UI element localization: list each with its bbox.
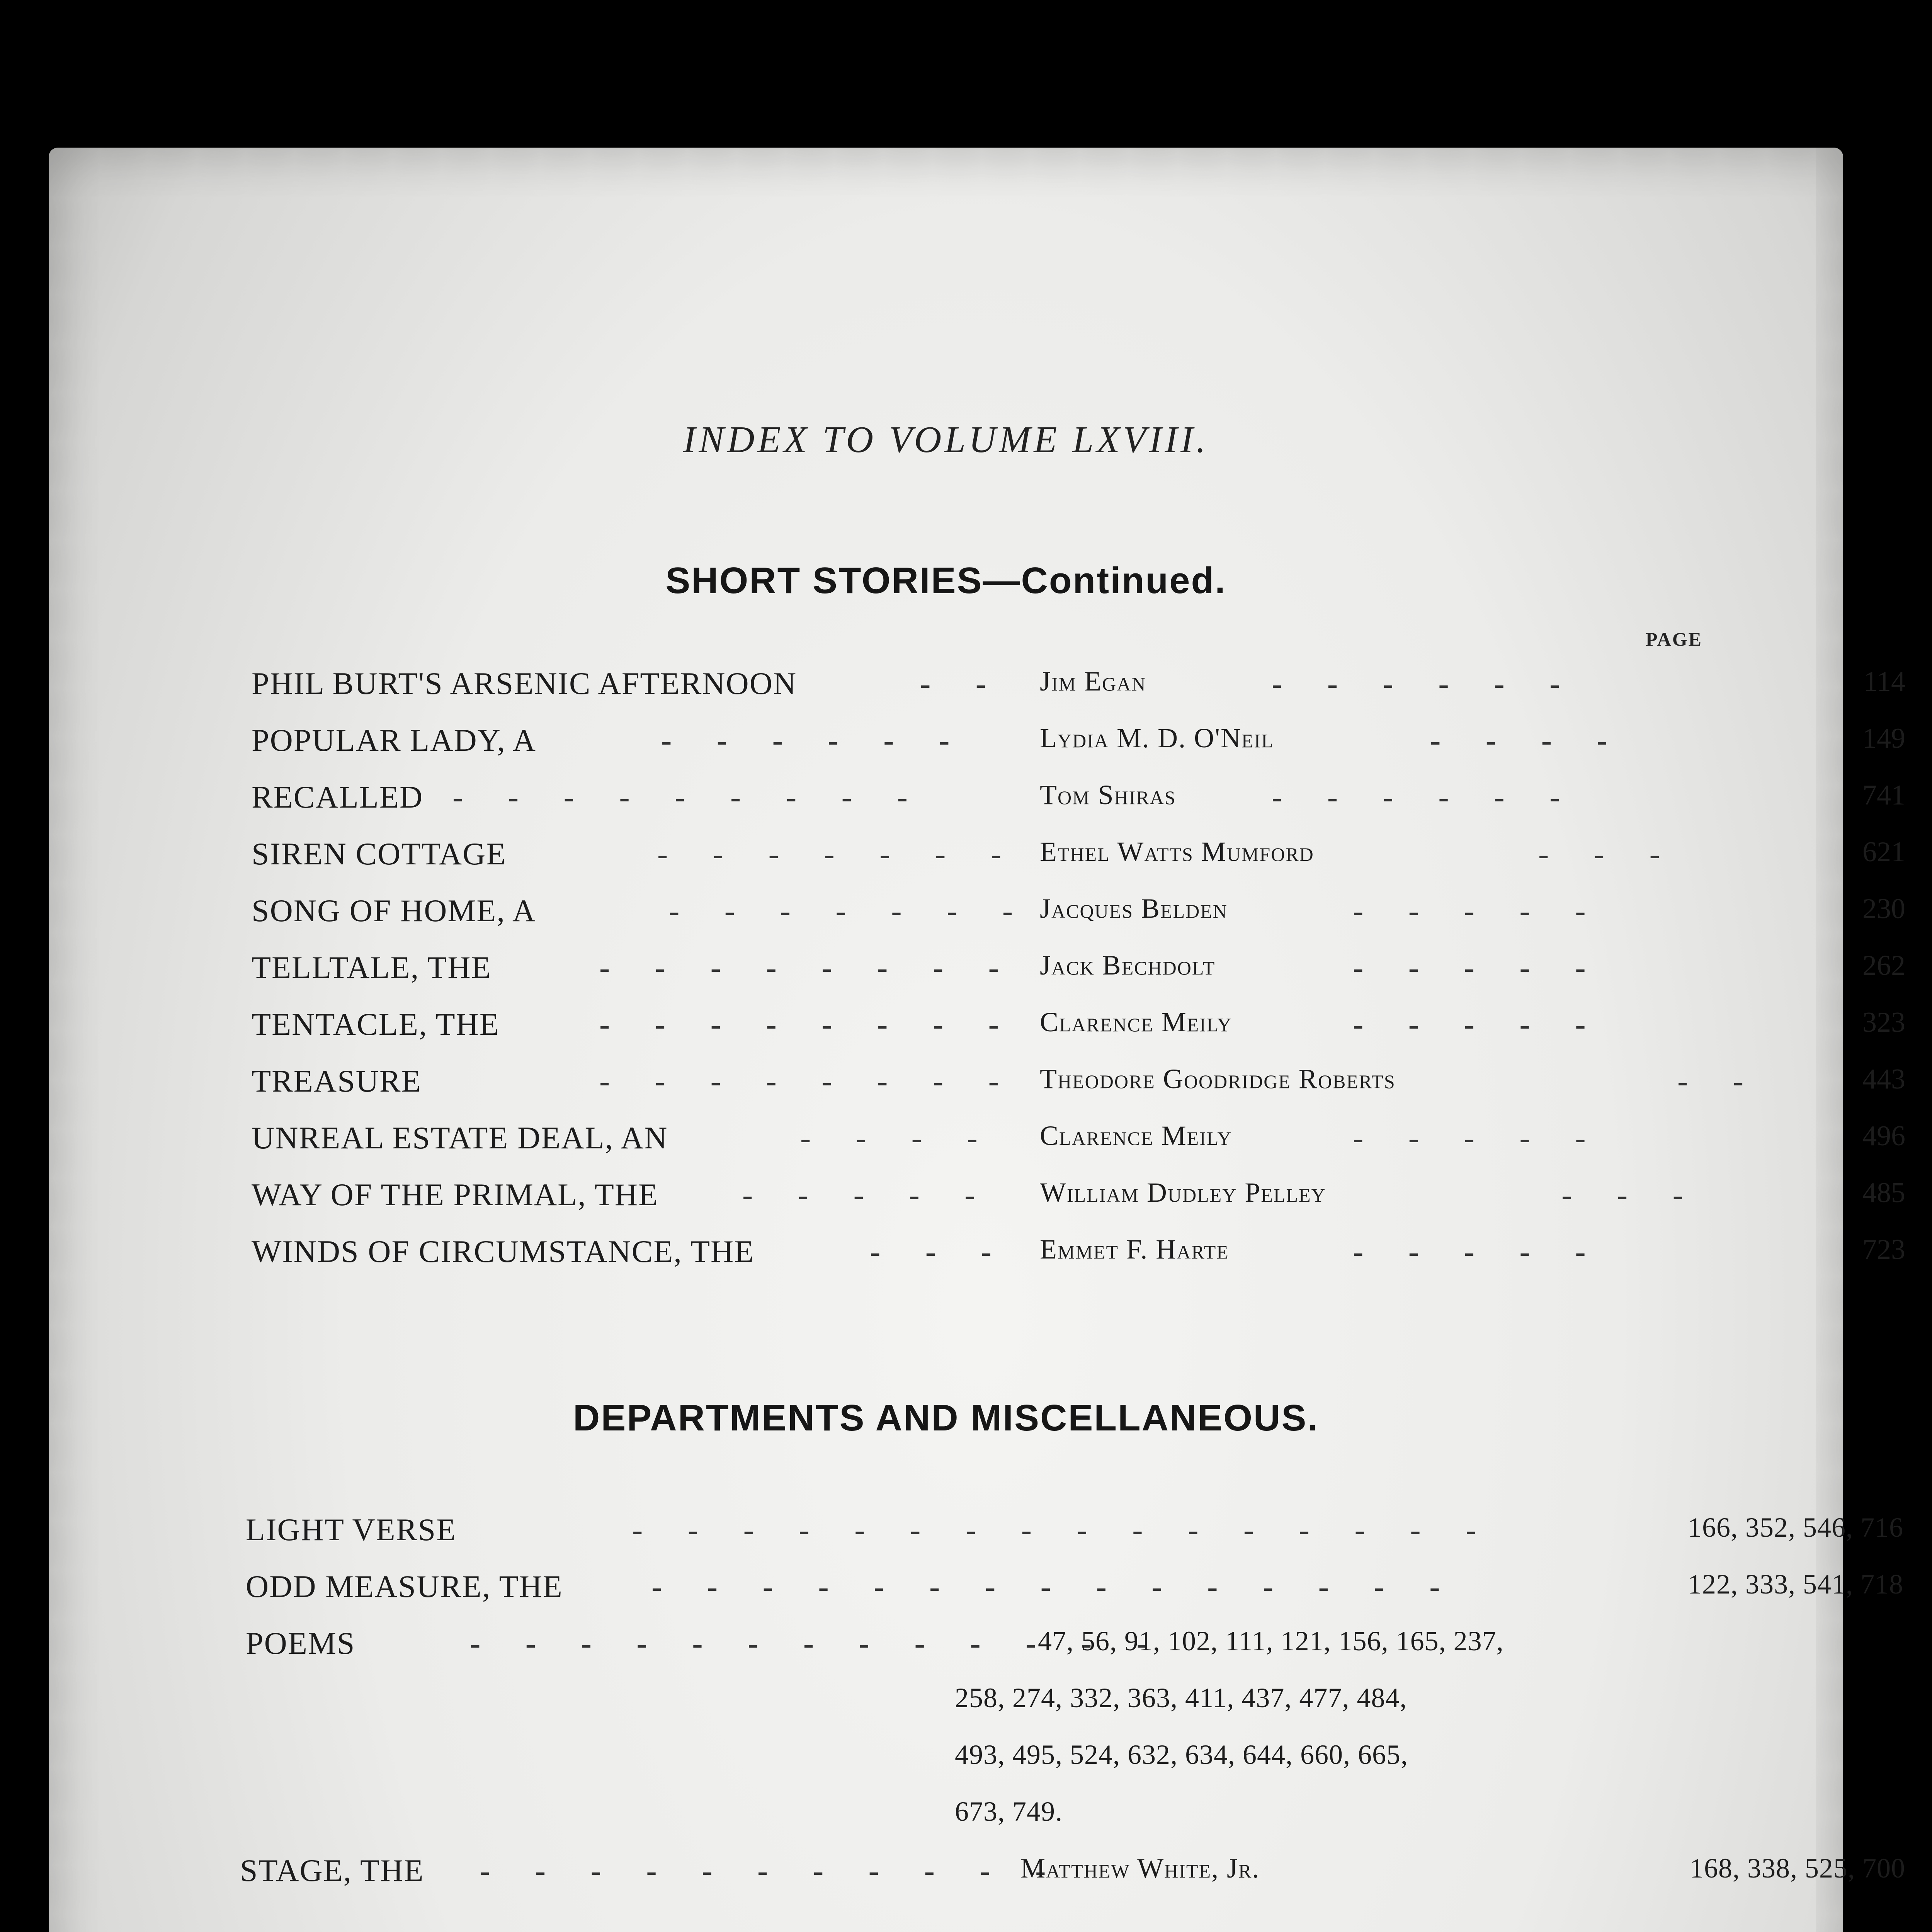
- entry-leader: - - - - - - - - - - - - - - - -: [632, 1512, 1495, 1547]
- entry-title: RECALLED: [252, 779, 423, 815]
- author-leader: - - - - -: [1353, 1007, 1604, 1042]
- entry-title: SIREN COTTAGE: [252, 836, 507, 871]
- entry-leader: - -: [920, 666, 1005, 701]
- entry-title: PHIL BURT'S ARSENIC AFTERNOON: [252, 666, 797, 701]
- author-leader: - - - - -: [1353, 950, 1604, 985]
- entry-leader: - - - - - - -: [669, 893, 1032, 928]
- entry-title: SONG OF HOME, A: [252, 893, 536, 928]
- section-heading-departments: DEPARTMENTS AND MISCELLANEOUS.: [573, 1397, 1319, 1439]
- entry-leader: - - - - - - - - - - - - - - -: [651, 1569, 1459, 1604]
- entry-title: STAGE, THE: [240, 1853, 424, 1888]
- entry-title: TELLTALE, THE: [252, 950, 492, 985]
- entry-author: Lydia M. D. O'Neil: [1040, 723, 1274, 753]
- entry-page: 262: [1862, 950, 1905, 981]
- entry-leader: - - - - - - -: [657, 836, 1020, 871]
- poems-pages-line: 673, 749.: [955, 1796, 1063, 1827]
- index-entry: [252, 722, 1905, 769]
- entry-pages: 122, 333, 541, 718: [1688, 1569, 1903, 1600]
- entry-author: Jim Egan: [1040, 666, 1146, 697]
- entry-page: 114: [1863, 666, 1905, 697]
- section-heading-short-stories: SHORT STORIES—Continued.: [665, 560, 1226, 601]
- entry-page: 323: [1862, 1007, 1905, 1038]
- entry-author: Ethel Watts Mumford: [1040, 836, 1314, 867]
- entry-pages: 168, 338, 525, 700: [1690, 1853, 1905, 1884]
- entry-author: Matthew White, Jr.: [1020, 1853, 1260, 1884]
- entry-author: Clarence Meily: [1040, 1007, 1232, 1037]
- index-entry-stage: [240, 1852, 1905, 1899]
- index-entry: [252, 836, 1905, 882]
- entry-title: TENTACLE, THE: [252, 1007, 500, 1042]
- index-entry: [252, 1177, 1905, 1223]
- entry-author: Emmet F. Harte: [1040, 1234, 1229, 1265]
- running-head: INDEX TO VOLUME LXVIII.: [683, 419, 1209, 461]
- author-leader: - - -: [1538, 836, 1679, 871]
- index-entry: [252, 779, 1905, 825]
- page-column-label: PAGE: [1645, 628, 1702, 650]
- author-leader: - - - - - -: [1272, 666, 1579, 701]
- entry-leader: - - - - - - - -: [599, 1007, 1017, 1042]
- index-entry: [252, 893, 1905, 939]
- index-entry-light-verse: [246, 1512, 1903, 1558]
- entry-title: POPULAR LADY, A: [252, 723, 537, 758]
- index-entry: [252, 1063, 1905, 1109]
- entry-pages: 166, 352, 546, 716: [1688, 1512, 1903, 1543]
- entry-page: 443: [1862, 1063, 1905, 1095]
- entry-leader: - - - - -: [742, 1177, 994, 1212]
- poems-pages-line: 493, 495, 524, 632, 634, 644, 660, 665,: [955, 1739, 1408, 1770]
- entry-leader: - - - - - - - -: [599, 1063, 1017, 1099]
- author-leader: - - - - -: [1353, 893, 1604, 928]
- entry-title: WAY OF THE PRIMAL, THE: [252, 1177, 659, 1212]
- entry-author: Theodore Goodridge Roberts: [1040, 1063, 1396, 1094]
- entry-page: 723: [1862, 1234, 1905, 1265]
- author-leader: - -: [1677, 1063, 1762, 1099]
- poems-pages-line: 47, 56, 91, 102, 111, 121, 156, 165, 237,: [1038, 1626, 1504, 1656]
- entry-leader: - - - - - - - -: [599, 950, 1017, 985]
- index-entry-odd-measure: [246, 1568, 1903, 1615]
- author-leader: - - - - -: [1353, 1234, 1604, 1269]
- index-entry: [252, 665, 1905, 712]
- entry-title: POEMS: [246, 1626, 355, 1661]
- entry-title: TREASURE: [252, 1063, 422, 1099]
- entry-page: 741: [1862, 779, 1905, 811]
- index-entry: [252, 1006, 1905, 1053]
- entry-page: 485: [1862, 1177, 1905, 1209]
- author-leader: - - -: [1561, 1177, 1702, 1212]
- entry-title: ODD MEASURE, THE: [246, 1569, 563, 1604]
- entry-author: Jack Bechdolt: [1040, 950, 1216, 981]
- entry-author: Jacques Belden: [1040, 893, 1228, 924]
- entry-leader: - - - - - - - - - - -: [480, 1853, 1065, 1888]
- entry-page: 621: [1862, 836, 1905, 868]
- entry-title: WINDS OF CIRCUMSTANCE, THE: [252, 1234, 755, 1269]
- author-leader: - - - - -: [1353, 1120, 1604, 1155]
- index-entry-poems: [246, 1625, 1760, 1672]
- index-entry: [252, 1120, 1905, 1166]
- entry-leader: - - - -: [800, 1120, 996, 1155]
- author-leader: - - - -: [1430, 723, 1626, 758]
- entry-leader: - - -: [870, 1234, 1010, 1269]
- entry-page: 149: [1862, 723, 1905, 754]
- index-page: [49, 148, 1905, 1932]
- entry-author: Tom Shiras: [1040, 779, 1176, 810]
- entry-title: UNREAL ESTATE DEAL, AN: [252, 1120, 668, 1155]
- index-entry: [252, 949, 1905, 996]
- entry-page: 230: [1862, 893, 1905, 925]
- index-entry: [252, 1233, 1905, 1280]
- entry-leader: - - - - - -: [661, 723, 968, 758]
- author-leader: - - - - - -: [1272, 779, 1579, 815]
- entry-author: Clarence Meily: [1040, 1120, 1232, 1151]
- entry-title: LIGHT VERSE: [246, 1512, 457, 1547]
- entry-author: William Dudley Pelley: [1040, 1177, 1326, 1208]
- poems-pages-line: 258, 274, 332, 363, 411, 437, 477, 484,: [955, 1682, 1407, 1713]
- entry-leader: - - - - - - - - -: [452, 779, 926, 815]
- entry-leader: - - - - - - - - - - - - -: [470, 1626, 1166, 1661]
- entry-page: 496: [1862, 1120, 1905, 1152]
